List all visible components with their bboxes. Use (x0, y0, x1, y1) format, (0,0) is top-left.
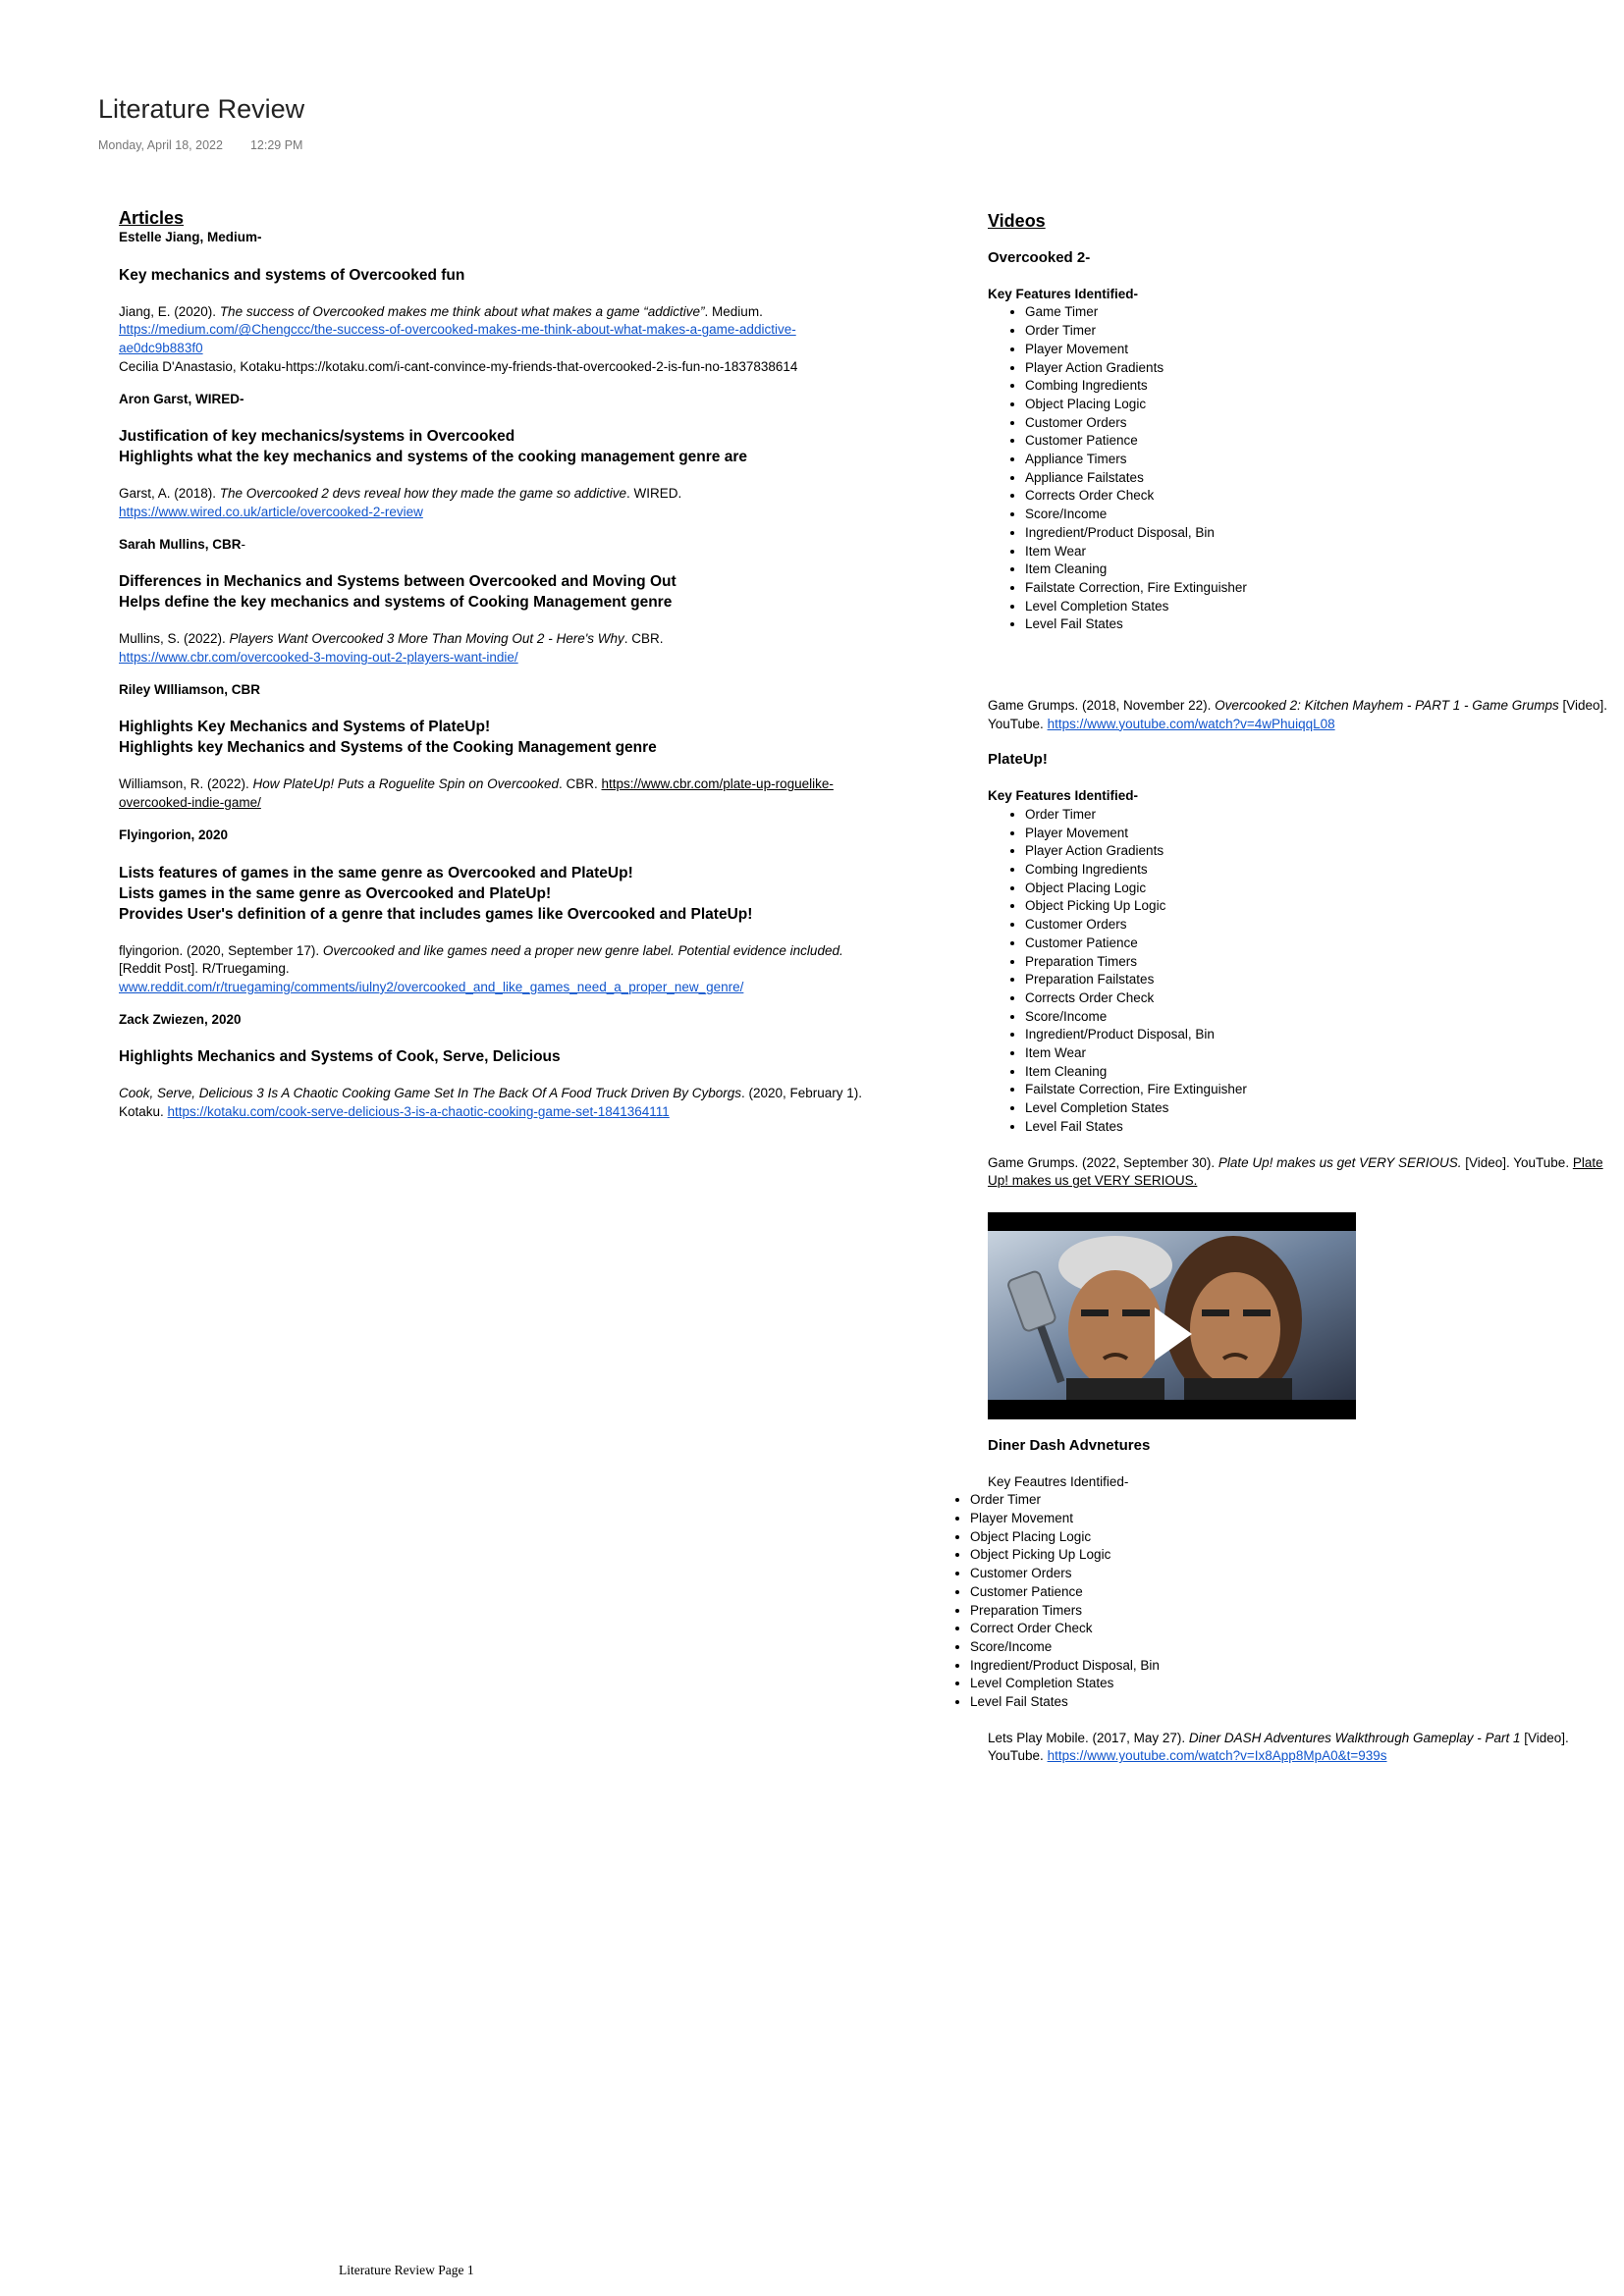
list-item: • Level Fail States (1025, 1118, 1624, 1137)
list-item: • Item Cleaning (1025, 1063, 1624, 1082)
play-icon[interactable] (1155, 1308, 1192, 1361)
article-highlight: Highlights Key Mechanics and Systems of PlateUp! (119, 719, 491, 736)
list-item: • Player Action Gradients (1025, 359, 1624, 378)
video-game-title: Diner Dash Advnetures (988, 1436, 1151, 1454)
list-item: • Game Timer (1025, 303, 1624, 322)
video-link[interactable]: https://www.youtube.com/watch?v=4wPhuiqqL08 (1047, 716, 1335, 731)
article-reference: flyingorion. (2020, September 17). Overcooked and like games need a proper new genre label. Potential evidence included. [Reddit Post]. R/Truegaming. (119, 942, 843, 977)
list-item: • Customer Orders (970, 1565, 1624, 1583)
list-item: • Ingredient/Product Disposal, Bin (1025, 1026, 1624, 1044)
list-item: • Level Fail States (970, 1693, 1624, 1712)
list-item: • Order Timer (1025, 806, 1624, 825)
list-item: • Ingredient/Product Disposal, Bin (1025, 524, 1624, 543)
list-item: • Preparation Failstates (1025, 971, 1624, 989)
article-link[interactable]: https://medium.com/@Chengccc/the-success-of-overcooked-makes-me-think-about-what-makes-a-game-addictive-ae0dc9b883f0 (119, 322, 796, 356)
videos-heading: Videos (988, 211, 1046, 231)
list-item: • Item Wear (1025, 543, 1624, 561)
article-highlight: Lists features of games in the same genre as Overcooked and PlateUp! (119, 864, 633, 881)
list-item: • Player Action Gradients (1025, 842, 1624, 861)
list-item: • Level Completion States (1025, 598, 1624, 616)
article-highlight: Highlights what the key mechanics and systems of the cooking management genre are (119, 449, 747, 466)
article-reference: Cook, Serve, Delicious 3 Is A Chaotic Cooking Game Set In The Back Of A Food Truck Driven By Cyborgs. (2020, February 1). Kotaku. https://kotaku.com/cook-serve-delicious-3-is-a-chaotic-cooking-game-set-1841364111 (119, 1086, 863, 1120)
article-highlight: Provides User's definition of a genre that includes games like Overcooked and PlateUp! (119, 905, 753, 923)
article-link[interactable]: https://www.cbr.com/overcooked-3-moving-out-2-players-want-indie/ (119, 650, 518, 666)
list-item: • Customer Orders (1025, 414, 1624, 433)
list-item: • Level Completion States (1025, 1099, 1624, 1118)
key-features-label: Key Features Identified- (988, 788, 1139, 804)
video-link[interactable]: Plate Up! makes us get VERY SERIOUS. (988, 1154, 1603, 1189)
article-reference: Garst, A. (2018). The Overcooked 2 devs reveal how they made the game so addictive. WIRED. (119, 486, 682, 502)
page-title: Literature Review (98, 94, 305, 124)
video-frame (988, 1231, 1356, 1400)
list-item: • Customer Patience (1025, 934, 1624, 953)
list-item: • Player Movement (970, 1510, 1624, 1528)
list-item: • Correct Order Check (970, 1620, 1624, 1638)
article-link[interactable]: https://www.wired.co.uk/article/overcooked-2-review (119, 504, 423, 519)
article-reference: Williamson, R. (2022). How PlateUp! Puts a Roguelite Spin on Overcooked. CBR. https://www.cbr.com/plate-up-roguelike-overcooked-indie-game/ (119, 776, 834, 811)
page-date: Monday, April 18, 2022 (98, 138, 223, 152)
list-item: • Score/Income (970, 1638, 1624, 1657)
list-item: • Level Completion States (970, 1675, 1624, 1693)
list-item: • Object Placing Logic (1025, 396, 1624, 414)
feature-list (988, 806, 1624, 1137)
list-item: • Item Wear (1025, 1044, 1624, 1063)
list-item: • Object Placing Logic (1025, 880, 1624, 898)
list-item: • Player Movement (1025, 341, 1624, 359)
article-reference: Mullins, S. (2022). Players Want Overcooked 3 More Than Moving Out 2 - Here's Why. CBR. (119, 631, 664, 647)
list-item: • Combing Ingredients (1025, 377, 1624, 396)
article-link[interactable]: www.reddit.com/r/truegaming/comments/iulny2/overcooked_and_like_games_need_a_proper_new_genre/ (119, 979, 744, 994)
page-footer: Literature Review Page 1 (339, 2263, 474, 2277)
page-time: 12:29 PM (249, 138, 303, 152)
list-item: • Preparation Timers (1025, 953, 1624, 972)
list-item: • Appliance Timers (1025, 451, 1624, 469)
video-reference: Game Grumps. (2018, November 22). Overcooked 2: Kitchen Mayhem - PART 1 - Game Grumps [Video]. YouTube. https://www.youtube.com/watch?v=4wPhuiqqL08 (988, 698, 1608, 731)
list-item: • Item Cleaning (1025, 561, 1624, 579)
article-highlight: Highlights Mechanics and Systems of Cook, Serve, Delicious (119, 1048, 561, 1066)
list-item: • Player Movement (1025, 825, 1624, 843)
list-item: • Customer Patience (1025, 432, 1624, 451)
article-extra-reference: Cecilia D'Anastasio, Kotaku-https://kotaku.com/i-cant-convince-my-friends-that-overcooked-2-is-fun-no-1837838614 (119, 358, 798, 374)
article-highlight: Key mechanics and systems of Overcooked fun (119, 266, 465, 284)
article-highlight: Highlights key Mechanics and Systems of the Cooking Management genre (119, 739, 657, 757)
page-meta (98, 138, 302, 152)
list-item: • Object Picking Up Logic (970, 1546, 1624, 1565)
video-game-title: PlateUp! (988, 751, 1048, 769)
list-item: • Failstate Correction, Fire Extinguisher (1025, 1081, 1624, 1099)
list-item: • Order Timer (970, 1491, 1624, 1510)
list-item: • Object Placing Logic (970, 1528, 1624, 1547)
list-item: • Order Timer (1025, 322, 1624, 341)
list-item: • Object Picking Up Logic (1025, 897, 1624, 916)
article-author: Riley WIlliamson, CBR (119, 681, 261, 697)
article-highlight: Helps define the key mechanics and systems of Cooking Management genre (119, 594, 673, 612)
article-author: Aron Garst, WIRED- (119, 391, 244, 406)
video-game-title: Overcooked 2- (988, 249, 1091, 266)
videos-column (970, 210, 1624, 1766)
list-item: • Failstate Correction, Fire Extinguisher (1025, 579, 1624, 598)
list-item: • Appliance Failstates (1025, 469, 1624, 488)
key-features-label: Key Features Identified- (988, 286, 1139, 301)
video-thumbnail[interactable] (988, 1212, 1356, 1419)
article-highlight: Differences in Mechanics and Systems between Overcooked and Moving Out (119, 573, 677, 591)
article-link[interactable]: https://kotaku.com/cook-serve-delicious-3-is-a-chaotic-cooking-game-set-1841364111 (167, 1104, 670, 1120)
articles-heading: Articles (119, 208, 185, 228)
list-item: • Corrects Order Check (1025, 989, 1624, 1008)
video-reference: Lets Play Mobile. (2017, May 27). Diner DASH Adventures Walkthrough Gameplay - Part 1 [Video]. YouTube. https://www.youtube.com/watch?v=Ix8App8MpA0&t=939s (988, 1730, 1569, 1764)
list-item: • Score/Income (1025, 506, 1624, 524)
list-item: • Preparation Timers (970, 1602, 1624, 1621)
article-link[interactable]: https://www.cbr.com/plate-up-roguelike-overcooked-indie-game/ (119, 776, 834, 811)
articles-column (119, 207, 875, 1122)
list-item: • Score/Income (1025, 1008, 1624, 1027)
video-reference: Game Grumps. (2022, September 30). Plate Up! makes us get VERY SERIOUS. [Video]. YouTube. Plate Up! makes us get VERY SERIOUS. (988, 1154, 1603, 1189)
article-highlight: Justification of key mechanics/systems in Overcooked (119, 428, 515, 446)
article-highlight: Lists games in the same genre as Overcooked and PlateUp! (119, 884, 552, 902)
article-author: Sarah Mullins, CBR- (119, 536, 246, 552)
list-item: • Customer Orders (1025, 916, 1624, 934)
list-item: • Level Fail States (1025, 615, 1624, 634)
key-features-label: Key Feautres Identified- (988, 1473, 1129, 1489)
feature-list (970, 1491, 1624, 1711)
article-reference: Jiang, E. (2020). The success of Overcooked makes me think about what makes a game “addictive”. Medium. (119, 303, 763, 319)
list-item: • Combing Ingredients (1025, 861, 1624, 880)
article-author: Zack Zwiezen, 2020 (119, 1011, 242, 1027)
list-item: • Customer Patience (970, 1583, 1624, 1602)
article-author: Flyingorion, 2020 (119, 827, 229, 842)
list-item: • Ingredient/Product Disposal, Bin (970, 1657, 1624, 1676)
article-author: Estelle Jiang, Medium- (119, 230, 262, 244)
feature-list (988, 303, 1624, 634)
list-item: • Corrects Order Check (1025, 487, 1624, 506)
video-link[interactable]: https://www.youtube.com/watch?v=Ix8App8MpA0&t=939s (1047, 1748, 1387, 1764)
